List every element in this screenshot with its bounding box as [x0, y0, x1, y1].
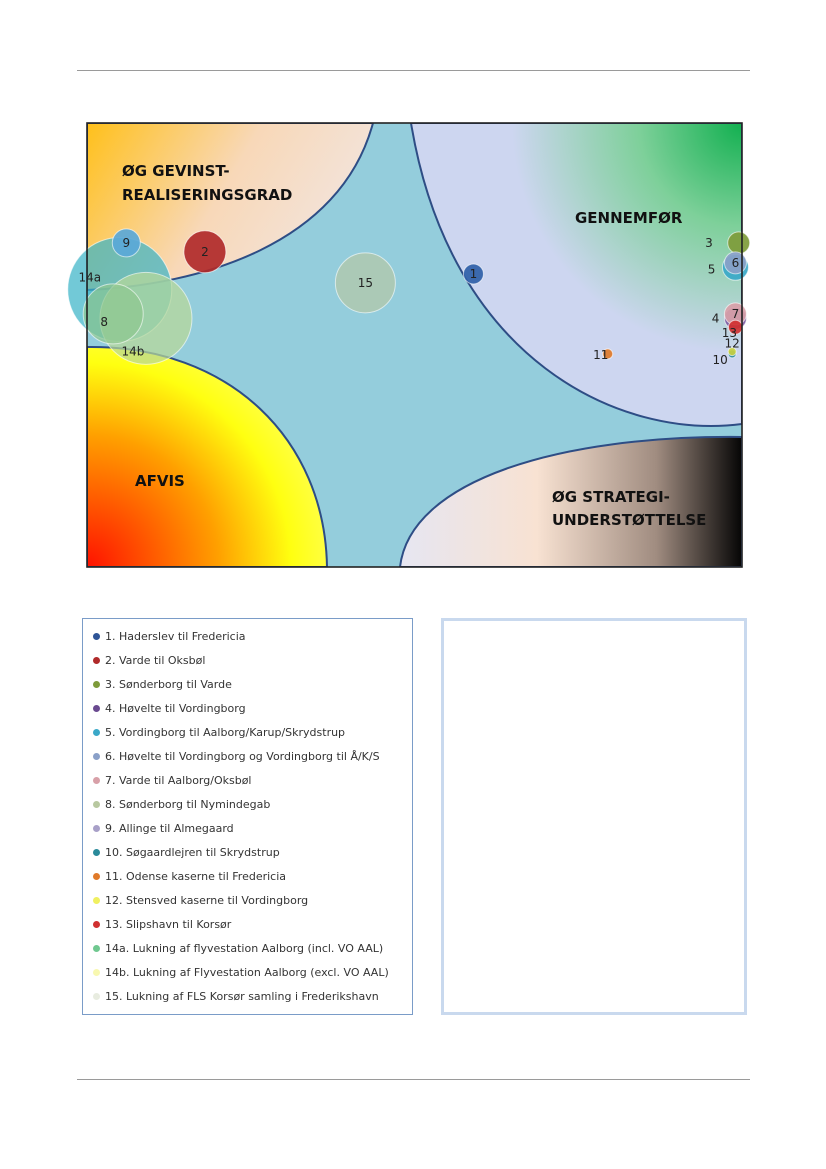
- bubble-label-5: 5: [707, 262, 716, 277]
- bubble-label-1: 1: [469, 266, 478, 281]
- bubble-3: [728, 232, 750, 254]
- legend-marker: [93, 993, 100, 1000]
- legend-marker: [93, 921, 100, 928]
- legend-label: 10. Søgaardlejren til Skrydstrup: [105, 846, 280, 859]
- legend-label: 13. Slipshavn til Korsør: [105, 918, 232, 931]
- legend-label: 1. Haderslev til Fredericia: [105, 630, 246, 643]
- legend-item: [93, 653, 205, 669]
- legend-marker: [93, 633, 100, 640]
- legend-item: [93, 893, 308, 909]
- legend-marker: [93, 897, 100, 904]
- zone-label-oeg-strategi-1: ØG STRATEGI-: [552, 488, 670, 506]
- legend-item: [93, 989, 379, 1005]
- legend: [82, 618, 413, 1015]
- legend-item: [93, 773, 251, 789]
- bubble-label-13: 13: [721, 326, 738, 341]
- legend-label: 14b. Lukning af Flyvestation Aalborg (excl. VO AAL): [105, 966, 389, 979]
- legend-item: [93, 797, 270, 813]
- legend-label: 7. Varde til Aalborg/Oksbøl: [105, 774, 252, 787]
- legend-item: [93, 869, 286, 885]
- legend-marker: [93, 825, 100, 832]
- legend-marker: [93, 873, 100, 880]
- bubble-label-6: 6: [731, 255, 740, 270]
- zone-label-oeg-gevinst-2: REALISERINGSGRAD: [122, 186, 293, 204]
- zone-label-gennemfoer: GENNEMFØR: [575, 209, 683, 227]
- legend-label: 8. Sønderborg til Nymindegab: [105, 798, 271, 811]
- zone-label-oeg-strategi-2: UNDERSTØTTELSE: [552, 511, 707, 529]
- legend-label: 2. Varde til Oksbøl: [105, 654, 206, 667]
- bubble-8: [83, 284, 143, 344]
- legend-item: [93, 821, 234, 837]
- legend-label: 11. Odense kaserne til Fredericia: [105, 870, 287, 883]
- legend-label: 3. Sønderborg til Varde: [105, 678, 232, 691]
- zone-label-oeg-gevinst-1: ØG GEVINST-: [122, 162, 230, 180]
- bubble-label-7: 7: [731, 306, 740, 321]
- legend-marker: [93, 657, 100, 664]
- bubble-label-8: 8: [100, 314, 109, 329]
- legend-marker: [93, 729, 100, 736]
- bubble-label-14a: 14a: [78, 270, 102, 285]
- legend-label: 9. Allinge til Almegaard: [105, 822, 234, 835]
- legend-item: [93, 701, 246, 717]
- bubble-label-15: 15: [357, 275, 374, 290]
- bubble-label-9: 9: [122, 235, 131, 250]
- legend-item: [93, 965, 389, 981]
- bubble-label-3: 3: [705, 235, 713, 250]
- legend-label: 12. Stensved kaserne til Vordingborg: [105, 894, 309, 907]
- legend-item: [93, 725, 345, 741]
- legend-item: [93, 677, 232, 693]
- bubble-label-14b: 14b: [121, 344, 145, 359]
- legend-label: 4. Høvelte til Vordingborg: [105, 702, 246, 715]
- legend-item: [93, 941, 383, 957]
- bubble-label-11: 11: [593, 347, 609, 362]
- legend-label: 14a. Lukning af flyvestation Aalborg (incl. VO AAL): [105, 942, 384, 955]
- legend-marker: [93, 753, 100, 760]
- legend-marker: [93, 849, 100, 856]
- legend-marker: [93, 705, 100, 712]
- legend-item: [93, 629, 246, 645]
- legend-marker: [93, 681, 100, 688]
- legend-label: 5. Vordingborg til Aalborg/Karup/Skrydstrup: [105, 726, 346, 739]
- bubble-label-4: 4: [711, 311, 720, 326]
- legend-marker: [93, 801, 100, 808]
- legend-marker: [93, 777, 100, 784]
- bubble-label-12: 12: [724, 336, 740, 351]
- legend-item: [93, 917, 231, 933]
- legend-marker: [93, 969, 100, 976]
- legend-item: [93, 845, 280, 861]
- legend-marker: [93, 945, 100, 952]
- zone-label-afvis: AFVIS: [135, 472, 185, 490]
- empty-panel: [441, 618, 747, 1015]
- bubble-label-2: 2: [201, 244, 209, 259]
- legend-label: 15. Lukning af FLS Korsør samling i Frederikshavn: [105, 990, 379, 1003]
- legend-item: [93, 749, 380, 765]
- bubble-label-10: 10: [712, 352, 728, 367]
- legend-label: 6. Høvelte til Vordingborg og Vordingborg til Å/K/S: [105, 750, 380, 763]
